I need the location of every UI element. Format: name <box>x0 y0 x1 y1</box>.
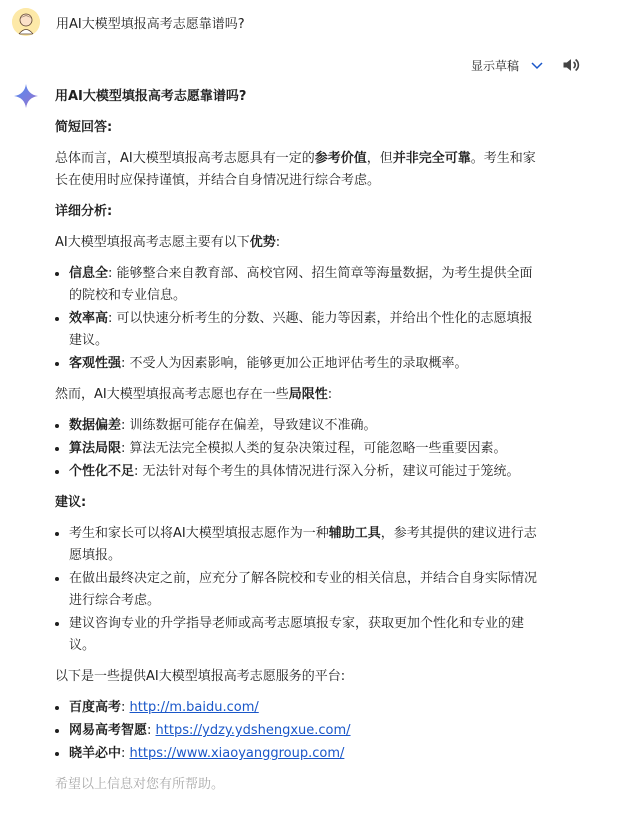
list-item: 算法局限: 算法无法完全模拟人类的复杂决策过程，可能忽略一些重要因素。 <box>55 438 545 460</box>
platform-link[interactable]: https://ydzy.ydshengxue.com/ <box>155 723 351 738</box>
list-item: 在做出最终决定之前，应充分了解各院校和专业的相关信息，并结合自身实际情况进行综合考虑。 <box>55 568 545 612</box>
suggestions-heading: 建议: <box>55 495 87 510</box>
answer-body <box>55 86 545 796</box>
show-drafts-label: 显示草稿 <box>470 59 519 73</box>
list-item: 个性化不足: 无法针对每个考生的具体情况进行深入分析，建议可能过于笼统。 <box>55 461 545 483</box>
short-answer-text: 总体而言，AI大模型填报高考志愿具有一定的参考价值，但并非完全可靠。考生和家长在使用时应保持谨慎，并结合自身情况进行综合考虑。 <box>55 151 536 188</box>
list-item: 信息全: 能够整合来自教育部、高校官网、招生简章等海量数据，为考生提供全面的院校和专业信息。 <box>55 263 545 307</box>
user-message <box>12 8 245 36</box>
list-item: 数据偏差: 训练数据可能存在偏差，导致建议不准确。 <box>55 415 545 437</box>
advantages-list <box>55 263 545 375</box>
closing-text: 希望以上信息对您有所帮助。 <box>55 777 225 792</box>
limitations-list <box>55 415 545 483</box>
list-item: 网易高考智愿: https://ydzy.ydshengxue.com/ <box>55 720 545 742</box>
gemini-sparkle-icon <box>14 84 38 108</box>
platforms-list <box>55 697 545 765</box>
platforms-intro: 以下是一些提供AI大模型填报高考志愿服务的平台: <box>55 669 346 684</box>
list-item: 建议咨询专业的升学指导老师或高考志愿填报专家，获取更加个性化和专业的建议。 <box>55 613 545 657</box>
speaker-icon[interactable] <box>561 55 581 75</box>
show-drafts-button[interactable] <box>471 57 543 74</box>
suggestions-list <box>55 523 545 657</box>
avatar[interactable] <box>12 8 40 36</box>
platform-link[interactable]: http://m.baidu.com/ <box>129 700 259 715</box>
list-item: 考生和家长可以将AI大模型填报志愿作为一种辅助工具，参考其提供的建议进行志愿填报。 <box>55 523 545 567</box>
list-item: 效率高: 可以快速分析考生的分数、兴趣、能力等因素，并给出个性化的志愿填报建议。 <box>55 308 545 352</box>
limitations-intro: 然而，AI大模型填报高考志愿也存在一些局限性: <box>55 387 333 402</box>
chevron-down-icon <box>531 62 543 70</box>
detail-heading: 详细分析: <box>55 204 113 219</box>
user-avatar-icon <box>12 8 40 36</box>
answer-title: 用AI大模型填报高考志愿靠谱吗? <box>55 89 247 104</box>
list-item: 晓羊必中: https://www.xiaoyanggroup.com/ <box>55 743 545 765</box>
short-answer-heading: 简短回答: <box>55 120 113 135</box>
platform-link[interactable]: https://www.xiaoyanggroup.com/ <box>129 746 345 761</box>
advantages-intro: AI大模型填报高考志愿主要有以下优势: <box>55 235 281 250</box>
user-query-text: 用AI大模型填报高考志愿靠谱吗? <box>56 16 245 32</box>
list-item: 客观性强: 不受人为因素影响，能够更加公正地评估考生的录取概率。 <box>55 353 545 375</box>
list-item: 百度高考: http://m.baidu.com/ <box>55 697 545 719</box>
